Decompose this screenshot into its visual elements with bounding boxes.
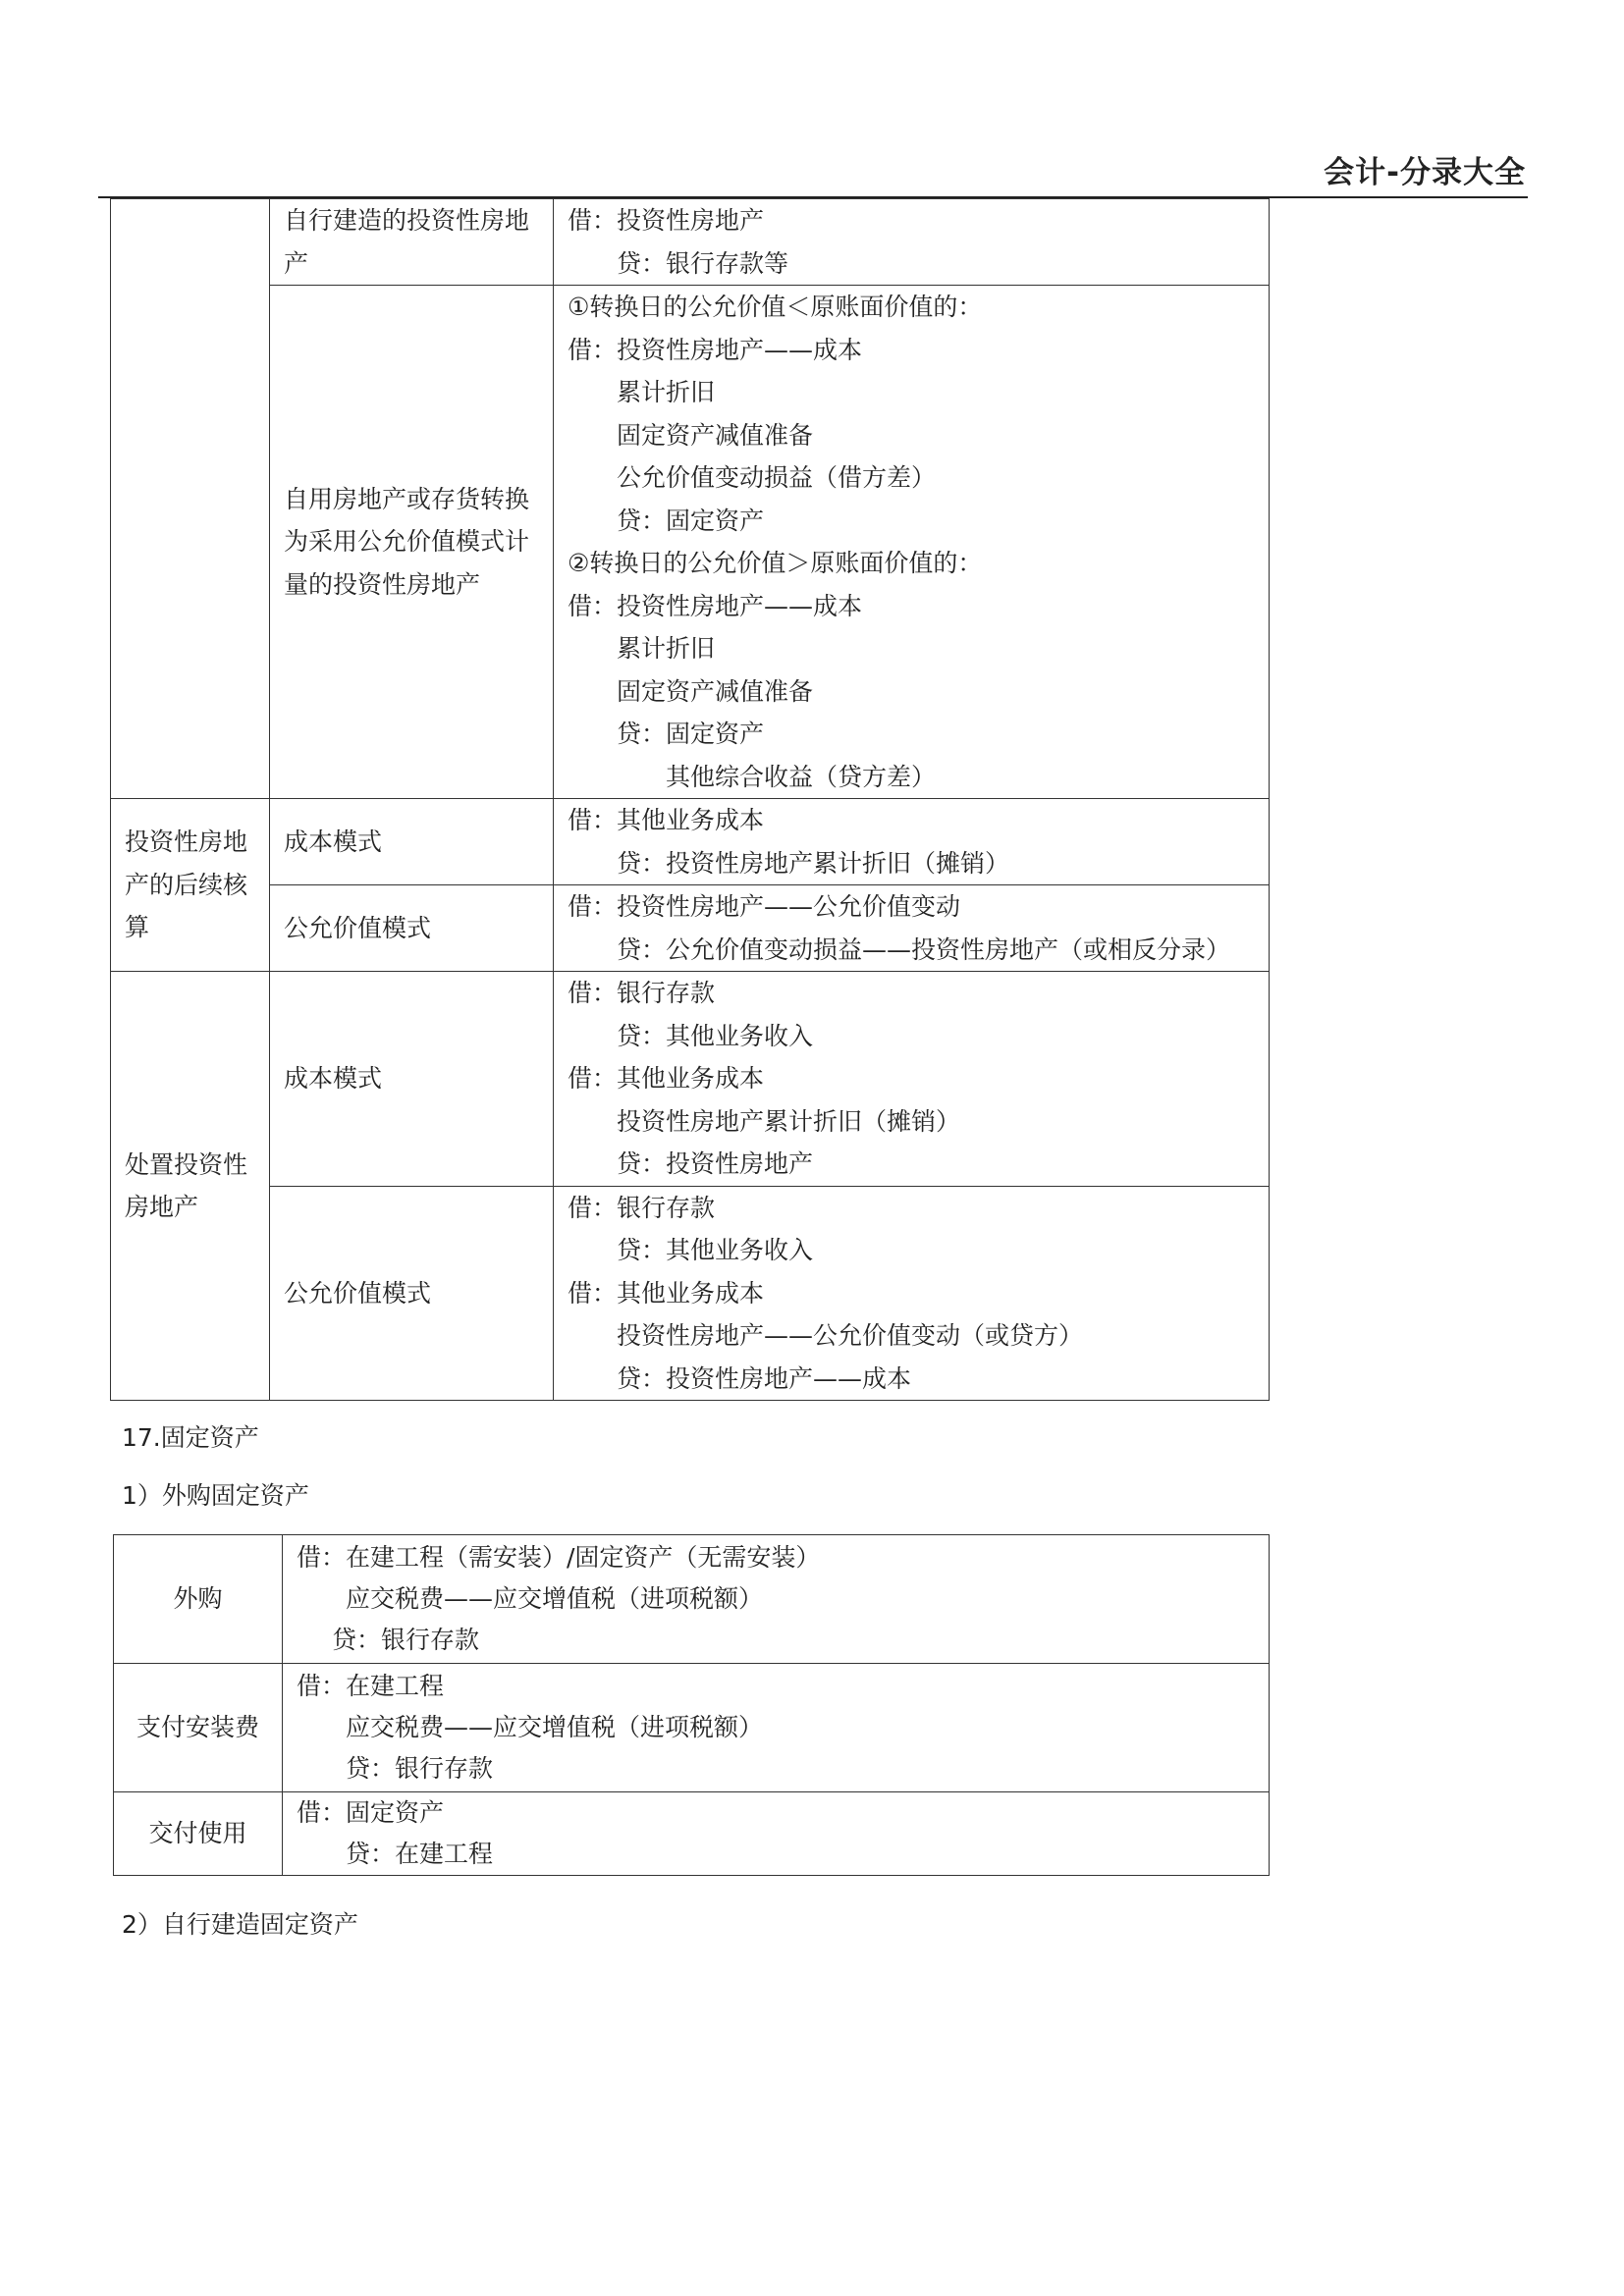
entry-cell (554, 885, 1270, 972)
subsection-heading-purchased: 1）外购固定资产 (122, 1481, 309, 1510)
group-cell-subsequent: 投资性房地产的后续核算 (111, 799, 270, 972)
entry-line: 借：在建工程（需安装）/固定资产（无需安装） (297, 1543, 821, 1572)
section-heading-fixed-assets: 17.固定资产 (122, 1423, 259, 1452)
entry-line: 固定资产减值准备 (617, 676, 814, 706)
entry-line: 贷：银行存款等 (617, 248, 789, 278)
type-cell: 自用房地产或存货转换为采用公允价值模式计量的投资性房地产 (270, 286, 554, 799)
entry-line: ②转换日的公允价值＞原账面价值的： (568, 549, 983, 577)
entry-cell (554, 972, 1270, 1187)
entry-cell (554, 199, 1270, 286)
table-row (111, 286, 1270, 799)
entry-line: 投资性房地产累计折旧（摊销） (617, 1106, 961, 1136)
entry-line: 借：其他业务成本 (568, 1064, 765, 1093)
entry-line: 贷：银行存款 (346, 1754, 494, 1783)
entry-line: 累计折旧 (617, 634, 716, 663)
type-cell: 成本模式 (270, 972, 554, 1187)
table-row (111, 1186, 1270, 1401)
row-label: 交付使用 (114, 1792, 283, 1876)
entry-line: 借：在建工程 (297, 1672, 445, 1700)
entry-line: 公允价值变动损益（借方差） (617, 463, 937, 492)
entry-line: 贷：其他业务收入 (617, 1021, 814, 1050)
entry-cell (554, 1186, 1270, 1401)
entry-line: 借：银行存款 (568, 1193, 716, 1222)
entry-line: 应交税费——应交增值税（进项税额） (346, 1713, 764, 1741)
table-row (111, 972, 1270, 1187)
entry-line: 贷：投资性房地产——成本 (617, 1363, 912, 1393)
entry-line: 借：投资性房地产——成本 (568, 591, 863, 620)
entry-line: 借：银行存款 (568, 979, 716, 1007)
group-cell-disposal: 处置投资性房地产 (111, 972, 270, 1401)
table-row (114, 1792, 1270, 1876)
entry-line: 贷：固定资产 (617, 720, 765, 748)
entry-cell (283, 1664, 1270, 1792)
row-label: 外购 (114, 1535, 283, 1664)
entry-line: 借：投资性房地产——公允价值变动 (568, 892, 961, 921)
group-cell-conversion (111, 199, 270, 799)
entry-line: ①转换日的公允价值＜原账面价值的： (568, 293, 983, 321)
entry-line: 借：投资性房地产 (568, 206, 765, 235)
entry-cell (283, 1792, 1270, 1876)
type-cell: 自行建造的投资性房地产 (270, 199, 554, 286)
type-cell: 公允价值模式 (270, 1186, 554, 1401)
subsection-heading-self-built: 2）自行建造固定资产 (122, 1910, 358, 1939)
type-cell: 公允价值模式 (270, 885, 554, 972)
table-row (114, 1664, 1270, 1792)
entry-line: 贷：公允价值变动损益——投资性房地产（或相反分录） (617, 934, 1231, 964)
entry-line: 贷：投资性房地产 (617, 1149, 814, 1178)
entry-line: 借：投资性房地产——成本 (568, 335, 863, 364)
entry-line: 累计折旧 (617, 378, 716, 406)
entry-line: 借：其他业务成本 (568, 1278, 765, 1308)
entry-line: 借：固定资产 (297, 1798, 445, 1827)
entry-line: 借：其他业务成本 (568, 806, 765, 834)
entry-line: 贷：投资性房地产累计折旧（摊销） (617, 848, 1010, 878)
table-row (111, 199, 1270, 286)
table-row (111, 885, 1270, 972)
entry-cell (554, 799, 1270, 885)
entry-line: 其他综合收益（贷方差） (666, 762, 937, 791)
entry-cell (554, 286, 1270, 799)
entry-line: 固定资产减值准备 (617, 420, 814, 450)
row-label: 支付安装费 (114, 1664, 283, 1792)
page-header-title: 会计-分录大全 (1324, 155, 1526, 190)
entry-line: 贷：固定资产 (617, 506, 765, 535)
entry-line: 贷：在建工程 (346, 1840, 494, 1868)
entry-line: 贷：其他业务收入 (617, 1236, 814, 1264)
table-row (111, 799, 1270, 885)
entry-line: 投资性房地产——公允价值变动（或贷方） (617, 1321, 1084, 1350)
investment-property-entries-table (110, 198, 1270, 1401)
entry-cell (283, 1535, 1270, 1664)
type-cell: 成本模式 (270, 799, 554, 885)
entry-line: 应交税费——应交增值税（进项税额） (346, 1584, 764, 1613)
fixed-assets-purchase-table (113, 1534, 1270, 1876)
entry-line: 贷：银行存款 (332, 1626, 480, 1654)
table-row (114, 1535, 1270, 1664)
